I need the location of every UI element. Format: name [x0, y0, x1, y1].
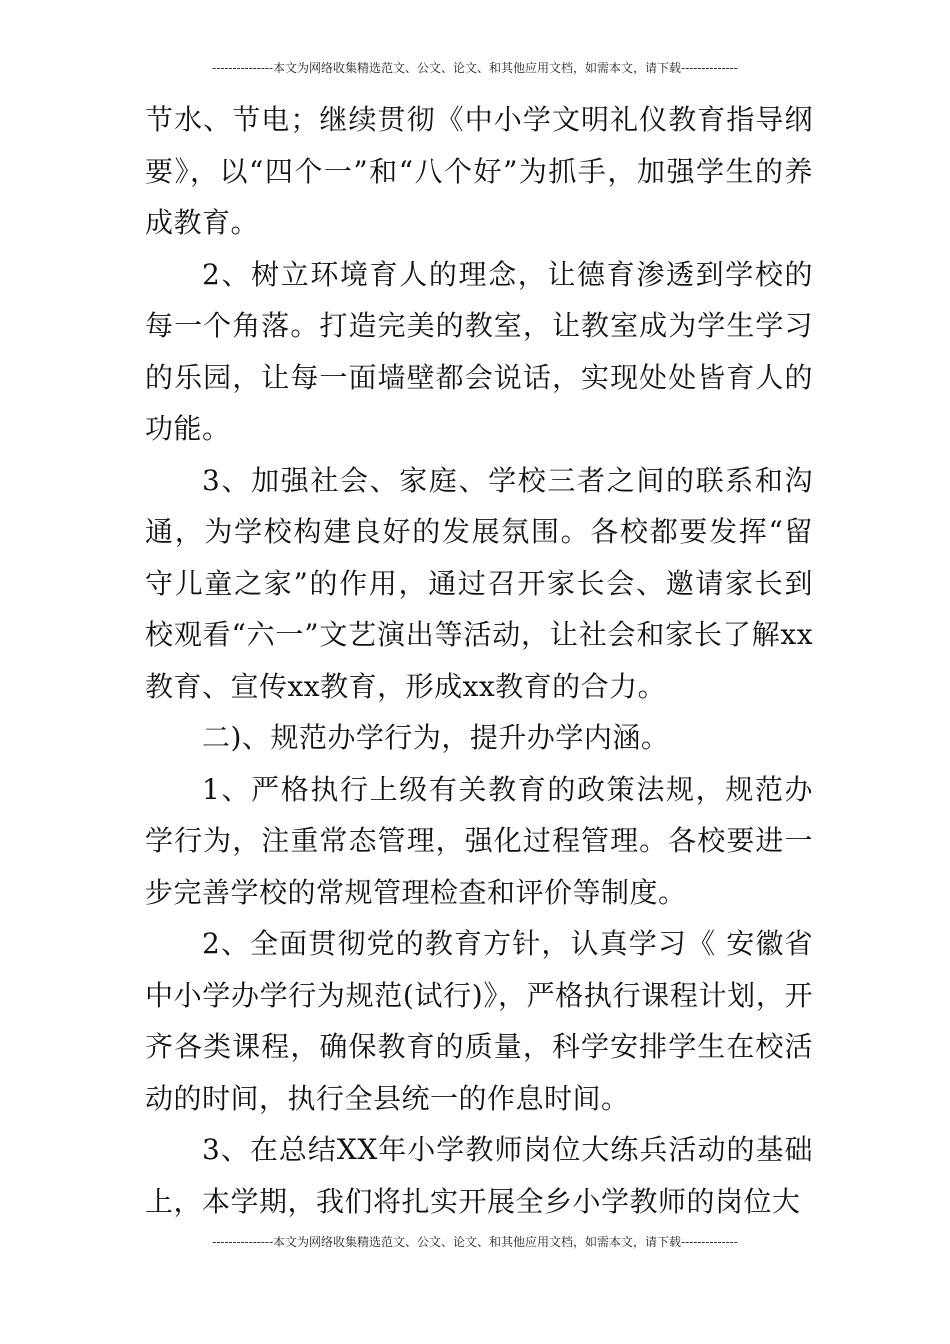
paragraph-continuation: 节水、节电；继续贯彻《中小学文明礼仪教育指导纲要》，以“四个一”和“八个好”为抓手，加强学生的养成教育。: [145, 103, 813, 239]
paragraph-item-1: 1、严格执行上级有关教育的政策法规，规范办学行为，注重常态管理，强化过程管理。各校要进一步完善学校的常规管理检查和评价等制度。: [145, 772, 813, 909]
footer-banner: ---------------本文为网络收集精选范文、公文、论文、和其他应用文档，如需本文，请下载--------------: [212, 1235, 738, 1249]
section-heading: 二)、规范办学行为，提升办学内涵。: [202, 721, 670, 754]
header-banner: ---------------本文为网络收集精选范文、公文、论文、和其他应用文档，如需本文，请下载--------------: [212, 61, 738, 75]
paragraph-item-2: 2、树立环境育人的理念，让德育渗透到学校的每一个角落。打造完美的教室，让教室成为学生学习的乐园，让每一面墙壁都会说话，实现处处皆育人的功能。: [145, 257, 813, 445]
paragraph-item-3b: 3、在总结XX年小学教师岗位大练兵活动的基础上，本学期，我们将扎实开展全乡小学教师的岗位大: [145, 1133, 813, 1218]
paragraph-item-3: 3、加强社会、家庭、学校三者之间的联系和沟通，为学校构建良好的发展氛围。各校都要发挥“留守儿童之家”的作用，通过召开家长会、邀请家长到校观看“六一”文艺演出等活动，让社会和家长了解xx教育、宣传xx教育，形成xx教育的合力。: [145, 463, 813, 703]
paragraph-item-2b: 2、全面贯彻党的教育方针，认真学习《 安徽省中小学办学行为规范(试行)》，严格执行课程计划，开齐各类课程，确保教育的质量，科学安排学生在校活动的时间，执行全县统一的作息时间。: [145, 927, 813, 1115]
document-body: [145, 94, 813, 1227]
